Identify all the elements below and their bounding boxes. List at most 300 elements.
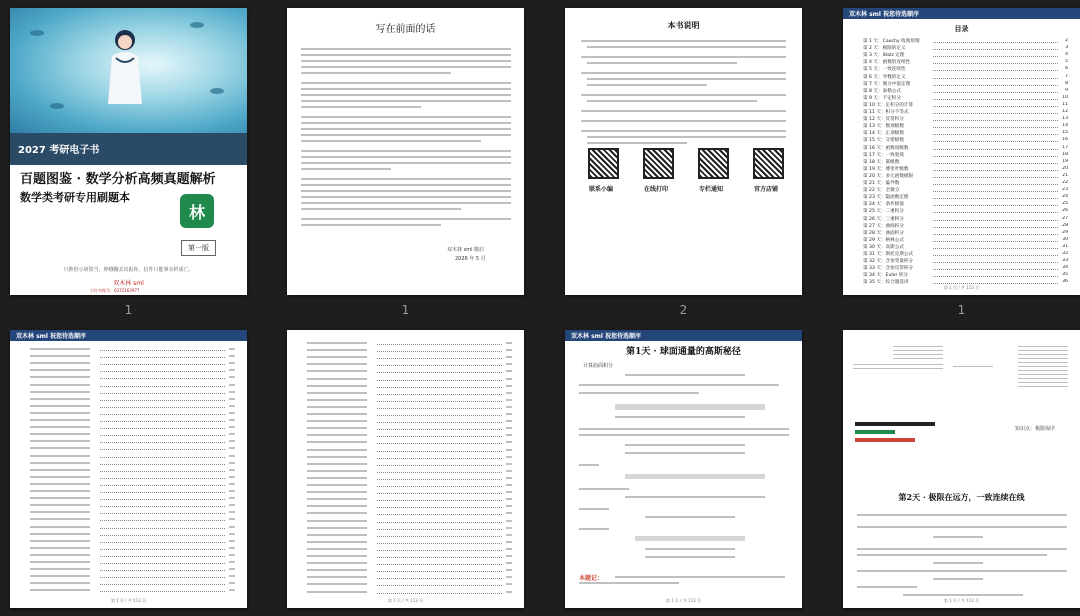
toc-entry[interactable] — [307, 567, 512, 574]
toc-entry-label-placeholder — [307, 420, 367, 422]
page-thumbnail-cover[interactable] — [10, 8, 247, 295]
toc-entry[interactable] — [30, 396, 235, 403]
toc-entry[interactable] — [863, 45, 1068, 52]
toc-entry-page-placeholder — [506, 512, 512, 514]
toc-entry[interactable] — [307, 539, 512, 546]
toc-entry[interactable] — [30, 495, 235, 502]
toc-leader — [100, 414, 225, 415]
toc-entry-label: 第 27 天：曲线积分 — [863, 223, 904, 229]
toc-leader — [100, 570, 225, 571]
toc-entry-page-placeholder — [506, 342, 512, 344]
toc-leader — [100, 520, 225, 521]
toc-entry[interactable] — [30, 367, 235, 374]
page-footer: 第 1 页 / 共 113 页 — [110, 598, 147, 603]
toc-entry[interactable] — [863, 59, 1068, 66]
toc-leader — [377, 507, 502, 508]
toc-entry[interactable] — [307, 468, 512, 475]
page-thumbnail-toc-continued[interactable] — [10, 330, 247, 608]
toc-entry[interactable] — [307, 482, 512, 489]
toc-entry[interactable] — [307, 361, 512, 368]
toc-leader — [377, 372, 502, 373]
toc-leader — [100, 442, 225, 443]
toc-entry[interactable] — [30, 580, 235, 587]
toc-entry-page-placeholder — [506, 555, 512, 557]
toc-entry-label: 第 20 天：多元函数极限 — [863, 173, 914, 179]
toc-entry[interactable] — [307, 439, 512, 446]
toc-entry[interactable] — [30, 460, 235, 467]
toc-entry[interactable] — [30, 524, 235, 531]
toc-entry-label: 第 29 天：格林公式 — [863, 237, 904, 243]
toc-entry[interactable] — [30, 516, 235, 523]
toc-entry-page-placeholder — [506, 427, 512, 429]
toc-entry[interactable] — [863, 116, 1068, 123]
toc-entry[interactable] — [863, 272, 1068, 279]
toc-entry-page: 27 — [1062, 215, 1068, 221]
toc-entry-page: 26 — [1062, 208, 1068, 214]
page-thumbnail-usage[interactable] — [565, 8, 802, 295]
toc-leader — [100, 556, 225, 557]
toc-entry-page: 33 — [1062, 258, 1068, 264]
toc-entry[interactable] — [307, 489, 512, 496]
toc-entry-label: 第 34 天：Euler 积分 — [863, 273, 909, 279]
toc-entry[interactable] — [863, 230, 1068, 237]
toc-entry-page-placeholder — [229, 490, 235, 492]
toc-leader — [933, 106, 1058, 107]
toc-entry[interactable] — [30, 474, 235, 481]
toc-entry-page-placeholder — [506, 463, 512, 465]
toc-entry[interactable] — [307, 347, 512, 354]
toc-leader — [377, 550, 502, 551]
qr-label: 在线打印 — [644, 186, 669, 193]
toc-entry-label: 第 30 天：高斯公式 — [863, 244, 904, 250]
cover-title: 百题图鉴 · 数学分析高频真题解析 — [20, 172, 216, 187]
toc-leader — [377, 387, 502, 388]
toc-entry-page-placeholder — [506, 378, 512, 380]
toc-entry-page: 14 — [1062, 123, 1068, 129]
page-thumbnail-toc[interactable] — [843, 8, 1080, 295]
toc-entry-label-placeholder — [30, 426, 90, 428]
page-number: 2 — [679, 303, 688, 317]
toc-leader — [100, 400, 225, 401]
toc-entry[interactable] — [863, 265, 1068, 272]
page-header: 双木林 sml 祝您待选顺序 — [10, 330, 247, 341]
toc-entry-page-placeholder — [506, 534, 512, 536]
toc-entry[interactable] — [30, 346, 235, 353]
toc-entry[interactable] — [307, 354, 512, 361]
toc-entry[interactable] — [863, 137, 1068, 144]
toc-entry-label-placeholder — [307, 378, 367, 380]
toc-entry-page: 22 — [1062, 180, 1068, 185]
toc-entry[interactable] — [863, 159, 1068, 166]
toc-entry[interactable] — [30, 587, 235, 594]
toc-entry-label-placeholder — [30, 483, 90, 485]
toc-entry-page-placeholder — [229, 355, 235, 357]
toc-leader — [933, 49, 1058, 50]
toc-entry[interactable] — [863, 194, 1068, 201]
toc-leader — [377, 422, 502, 423]
page-header: 双木林 sml 祝您待选顺序 — [565, 330, 802, 341]
toc-entry[interactable] — [30, 438, 235, 445]
toc-entry-label-placeholder — [30, 447, 90, 449]
toc-entry[interactable] — [307, 411, 512, 418]
toc-entry[interactable] — [30, 424, 235, 431]
toc-entry[interactable] — [307, 447, 512, 454]
toc-entry-page-placeholder — [229, 547, 235, 549]
toc-entry-label: 第 23 天：隐函数定理 — [863, 195, 909, 201]
page-thumbnail-preface[interactable] — [287, 8, 524, 295]
toc-leader — [100, 591, 225, 592]
toc-leader — [100, 577, 225, 578]
toc-entry[interactable] — [307, 368, 512, 375]
toc-entry[interactable] — [863, 81, 1068, 88]
toc-entry[interactable] — [30, 445, 235, 452]
toc-leader — [377, 358, 502, 359]
toc-leader — [100, 435, 225, 436]
qr-code-icon — [588, 148, 619, 179]
toc-entry[interactable] — [307, 404, 512, 411]
toc-entry-label-placeholder — [30, 504, 90, 506]
toc-entry[interactable] — [30, 374, 235, 381]
toc-entry-page: 16 — [1062, 137, 1068, 143]
toc-leader — [377, 429, 502, 430]
toc-entry-label-placeholder — [30, 405, 90, 407]
toc-leader — [100, 542, 225, 543]
toc-leader — [377, 458, 502, 459]
toc-entry[interactable] — [307, 454, 512, 461]
toc-leader — [100, 449, 225, 450]
toc-leader — [100, 499, 225, 500]
page-footer: 第 1 页 / 共 113 页 — [387, 598, 424, 603]
toc-entry[interactable] — [30, 566, 235, 573]
toc-entry-page-placeholder — [506, 470, 512, 472]
toc-entry-page-placeholder — [506, 583, 512, 585]
toc-entry[interactable] — [307, 553, 512, 560]
toc-entry-label: 第 32 天：含参变量积分 — [863, 259, 914, 265]
toc-entry-page: 30 — [1062, 236, 1068, 242]
toc-entry-page: 11 — [1062, 101, 1068, 107]
toc-entry-page: 31 — [1062, 243, 1068, 249]
toc-entry[interactable] — [30, 545, 235, 552]
toc-entry[interactable] — [307, 397, 512, 404]
toc-entry-label-placeholder — [30, 540, 90, 542]
toc-leader — [377, 451, 502, 452]
toc-entry-label: 第 17 天：一致收敛 — [863, 152, 904, 158]
toc-entry[interactable] — [307, 340, 512, 347]
problem-label: 计算曲面积分 — [583, 363, 614, 369]
toc-leader — [933, 113, 1058, 114]
toc-leader — [100, 386, 225, 387]
toc-entry-page-placeholder — [229, 575, 235, 577]
toc-leader — [933, 141, 1058, 142]
toc-leader — [100, 513, 225, 514]
toc-leader — [933, 227, 1058, 228]
toc-leader — [377, 536, 502, 537]
toc-entry[interactable] — [863, 95, 1068, 102]
toc-entry-label-placeholder — [30, 412, 90, 414]
toc-leader — [377, 564, 502, 565]
toc-entry-page: 7 — [1065, 73, 1068, 79]
toc-entry-label: 第 9 天：不定积分 — [863, 95, 902, 101]
toc-entry[interactable] — [307, 574, 512, 581]
toc-entry-page-placeholder — [506, 562, 512, 564]
toc-leader — [377, 465, 502, 466]
toc-entry[interactable] — [863, 88, 1068, 95]
note-label: 本题记： — [579, 575, 604, 582]
fish-decoration — [190, 22, 204, 28]
toc-entry-label-placeholder — [307, 591, 367, 593]
toc-entry-page-placeholder — [506, 392, 512, 394]
toc-entry[interactable] — [30, 509, 235, 516]
toc-entry-label-placeholder — [307, 413, 367, 415]
toc-entry[interactable] — [307, 390, 512, 397]
toc-entry-label: 第 22 天：全微分 — [863, 188, 900, 194]
toc-entry[interactable] — [30, 382, 235, 389]
toc-entry[interactable] — [307, 383, 512, 390]
toc-entry[interactable] — [863, 216, 1068, 223]
toc-entry-page-placeholder — [506, 541, 512, 543]
toc-entry-page-placeholder — [229, 540, 235, 542]
toc-entry-label-placeholder — [307, 477, 367, 479]
toc-leader — [377, 436, 502, 437]
toc-leader — [100, 563, 225, 564]
toc-entry-page-placeholder — [506, 406, 512, 408]
toc-leader — [377, 472, 502, 473]
cover-illustration — [10, 8, 247, 133]
toc-leader — [933, 255, 1058, 256]
toc-entry[interactable] — [863, 180, 1068, 187]
qr-code-icon — [643, 148, 674, 179]
toc-entry-label: 第 6 天：导数的定义 — [863, 74, 906, 80]
toc-leader — [933, 56, 1058, 57]
toc-entry[interactable] — [863, 109, 1068, 116]
toc-entry[interactable] — [30, 431, 235, 438]
toc-entry-label-placeholder — [307, 491, 367, 493]
toc-entry-label-placeholder — [307, 512, 367, 514]
toc-entry[interactable] — [863, 244, 1068, 251]
toc-entry-page-placeholder — [229, 511, 235, 513]
toc-entry[interactable] — [307, 496, 512, 503]
toc-leader — [933, 205, 1058, 206]
toc-entry[interactable] — [30, 453, 235, 460]
toc-entry[interactable] — [30, 403, 235, 410]
toc-entry-page-placeholder — [229, 398, 235, 400]
toc-entry-label: 第 21 天：偏导数 — [863, 181, 900, 186]
toc-entry-label: 第 8 天：泰勒公式 — [863, 88, 902, 94]
toc-entry-page-placeholder — [229, 483, 235, 485]
toc-entry[interactable] — [307, 425, 512, 432]
toc-entry-page-placeholder — [506, 456, 512, 458]
toc-entry-page-placeholder — [506, 434, 512, 436]
toc-entry-label: 第 18 天：幂级数 — [863, 159, 900, 165]
toc-entry[interactable] — [30, 531, 235, 538]
toc-leader — [377, 408, 502, 409]
toc-leader — [933, 127, 1058, 128]
toc-leader — [933, 241, 1058, 242]
toc-entry-label-placeholder — [30, 462, 90, 464]
toc-entry[interactable] — [30, 552, 235, 559]
toc-entry-page-placeholder — [506, 477, 512, 479]
toc-entry-label: 第 14 天：正项级数 — [863, 131, 904, 137]
cover-banner — [10, 133, 247, 165]
fish-decoration — [210, 88, 224, 94]
toc-entry[interactable] — [863, 74, 1068, 81]
preface-signature: 双木林 sml 敬启 — [447, 247, 485, 253]
toc-leader — [100, 535, 225, 536]
toc-leader — [100, 584, 225, 585]
chapter-title: 第1天 · 球面通量的高斯秘径 — [626, 347, 741, 357]
cover-brand — [10, 278, 247, 287]
toc-leader — [933, 163, 1058, 164]
toc-entry[interactable] — [307, 525, 512, 532]
toc-entry-page: 13 — [1062, 116, 1068, 122]
toc-entry[interactable] — [30, 410, 235, 417]
toc-entry-label-placeholder — [307, 520, 367, 522]
toc-entry-label-placeholder — [307, 583, 367, 585]
toc-entry[interactable] — [307, 581, 512, 588]
toc-leader — [933, 191, 1058, 192]
toc-leader — [377, 394, 502, 395]
toc-entry[interactable] — [30, 481, 235, 488]
toc-leader — [100, 378, 225, 379]
page-number: 1 — [957, 303, 966, 317]
page-footer: 第 1 页 / 共 113 页 — [665, 598, 702, 603]
toc-entry-label-placeholder — [30, 547, 90, 549]
toc-entry[interactable] — [30, 502, 235, 509]
toc-entry[interactable] — [30, 559, 235, 566]
toc-entry[interactable] — [863, 251, 1068, 258]
toc-entry-page-placeholder — [506, 484, 512, 486]
toc-entry[interactable] — [863, 145, 1068, 152]
toc-entry[interactable] — [30, 467, 235, 474]
toc-entry[interactable] — [307, 518, 512, 525]
toc-entry-page: 18 — [1062, 151, 1068, 157]
toc-entry-label: 第 15 天：交错级数 — [863, 138, 904, 144]
toc-leader — [100, 457, 225, 458]
toc-entry-label-placeholder — [307, 463, 367, 465]
edition-label: 第一版 — [181, 240, 216, 256]
toc-leader — [377, 486, 502, 487]
toc-entry[interactable] — [863, 152, 1068, 159]
toc-entry[interactable] — [307, 432, 512, 439]
toc-entry-label-placeholder — [307, 456, 367, 458]
toc-entry[interactable] — [863, 173, 1068, 180]
toc-entry[interactable] — [863, 166, 1068, 173]
toc-entry[interactable] — [30, 353, 235, 360]
toc-entry-label-placeholder — [30, 433, 90, 435]
toc-entry[interactable] — [863, 102, 1068, 109]
toc-leader — [100, 428, 225, 429]
toc-entry-label-placeholder — [307, 484, 367, 486]
toc-entry-page: 19 — [1062, 158, 1068, 164]
toc-leader — [933, 70, 1058, 71]
toc-leader — [100, 357, 225, 358]
toc-entry-page-placeholder — [229, 497, 235, 499]
toc-entry[interactable] — [30, 389, 235, 396]
toc-entry-label-placeholder — [307, 548, 367, 550]
toc-entry[interactable] — [30, 573, 235, 580]
toc-entry[interactable] — [307, 475, 512, 482]
toc-entry[interactable] — [307, 510, 512, 517]
toc-entry-page: 3 — [1065, 45, 1068, 51]
toc-entry[interactable] — [30, 360, 235, 367]
toc-entry-label-placeholder — [30, 526, 90, 528]
toc-leader — [933, 212, 1058, 213]
toc-entry[interactable] — [307, 418, 512, 425]
toc-entry[interactable] — [307, 503, 512, 510]
toc-entry[interactable] — [863, 66, 1068, 73]
toc-leader — [100, 364, 225, 365]
toc-entry[interactable] — [863, 208, 1068, 215]
toc-entry-label-placeholder — [30, 554, 90, 556]
toc-entry-label: 第 7 天：微分中值定理 — [863, 81, 911, 87]
toc-entry[interactable] — [863, 187, 1068, 194]
toc-entry-label: 第 2 天：极限的定义 — [863, 46, 906, 52]
toc-leader — [100, 350, 225, 351]
page-thumbnail-day1[interactable] — [565, 330, 802, 608]
toc-entry-page-placeholder — [229, 447, 235, 449]
toc-leader — [377, 351, 502, 352]
toc-entry[interactable] — [863, 38, 1068, 45]
toc-entry[interactable] — [30, 417, 235, 424]
toc-entry-page-placeholder — [229, 469, 235, 471]
toc-entry-label-placeholder — [307, 370, 367, 372]
toc-entry[interactable] — [863, 201, 1068, 208]
toc-entry-label: 第 31 天：斯托克斯公式 — [863, 252, 914, 257]
toc-entry[interactable] — [863, 258, 1068, 265]
toc-entry-label: 第 3 天：Stolz 定理 — [863, 53, 905, 59]
toc-entry-page: 21 — [1062, 172, 1068, 178]
toc-entry-page-placeholder — [506, 349, 512, 351]
toc-leader — [377, 529, 502, 530]
chapter-title: 第2天 · 极限在远方，一致连续在线 — [898, 492, 1025, 502]
toc-leader — [377, 401, 502, 402]
toc-leader — [100, 407, 225, 408]
toc-entry-page-placeholder — [229, 362, 235, 364]
toc-entry[interactable] — [863, 237, 1068, 244]
toc-entry[interactable] — [30, 538, 235, 545]
page-thumbnail-toc-continued[interactable] — [287, 330, 524, 608]
toc-entry[interactable] — [307, 376, 512, 383]
toc-entry-page-placeholder — [506, 491, 512, 493]
qr-code-icon — [753, 148, 784, 179]
toc-entry[interactable] — [307, 461, 512, 468]
cover-year-line: 2027 考研电子书 — [18, 145, 100, 156]
page-thumbnail-day2[interactable] — [843, 330, 1080, 608]
toc-entry[interactable] — [863, 223, 1068, 230]
side-label: 知识点：极限保序 — [1015, 426, 1056, 432]
toc-leader — [377, 543, 502, 544]
toc-leader — [100, 478, 225, 479]
toc-entry-page: 32 — [1062, 251, 1068, 256]
toc-leader — [377, 578, 502, 579]
toc-entry-label-placeholder — [30, 518, 90, 520]
toc-entry[interactable] — [307, 546, 512, 553]
toc-entry[interactable] — [863, 52, 1068, 59]
toc-entry[interactable] — [307, 532, 512, 539]
toc-entry[interactable] — [30, 488, 235, 495]
toc-entry[interactable] — [307, 589, 512, 596]
toc-entry[interactable] — [863, 123, 1068, 130]
toc-entry-page: 28 — [1062, 222, 1068, 228]
toc-entry-label-placeholder — [30, 376, 90, 378]
toc-leader — [377, 522, 502, 523]
toc-entry-page-placeholder — [229, 504, 235, 506]
toc-leader — [933, 248, 1058, 249]
toc-entry[interactable] — [307, 560, 512, 567]
toc-entry-label-placeholder — [30, 476, 90, 478]
usage-title: 本书说明 — [667, 20, 700, 30]
toc-entry[interactable] — [863, 130, 1068, 137]
